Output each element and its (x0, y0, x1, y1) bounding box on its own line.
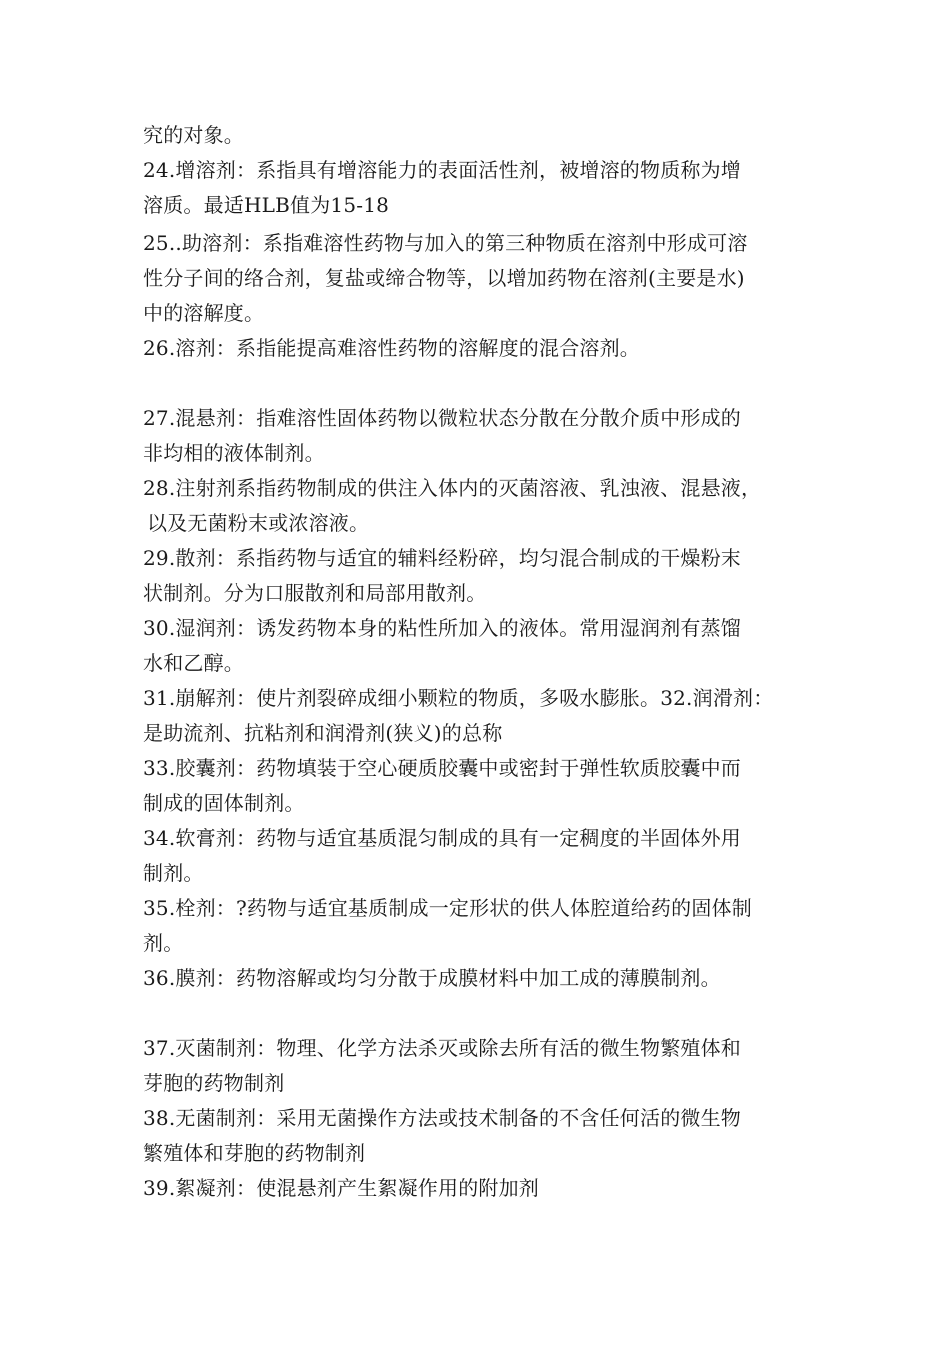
text-line: 剂。 (143, 931, 184, 955)
text-line: 性分子间的络合剂，复盐或缔合物等，以增加药物在溶剂(主要是水) (143, 266, 745, 290)
text-line: 28.注射剂系指药物制成的供注入体内的灭菌溶液、乳浊液、混悬液， (143, 476, 762, 500)
text-line: 37.灭菌制剂：物理、化学方法杀灭或除去所有活的微生物繁殖体和 (143, 1036, 742, 1060)
text-line: 究的对象。 (143, 123, 244, 147)
text-line: 芽胞的药物制剂 (143, 1071, 285, 1095)
text-line: 33.胶囊剂：药物填装于空心硬质胶囊中或密封于弹性软质胶囊中而 (143, 756, 742, 780)
text-line: 制剂。 (143, 861, 204, 885)
text-line: 38.无菌制剂：采用无菌操作方法或技术制备的不含任何活的微生物 (143, 1106, 742, 1130)
text-line: 制成的固体制剂。 (143, 791, 305, 815)
text-line: 状制剂。分为口服散剂和局部用散剂。 (143, 581, 487, 605)
text-line: 25..助溶剂：系指难溶性药物与加入的第三种物质在溶剂中形成可溶 (143, 231, 748, 255)
text-line: 30.湿润剂：诱发药物本身的粘性所加入的液体。常用湿润剂有蒸馏 (143, 616, 742, 640)
text-line: 24.增溶剂：系指具有增溶能力的表面活性剂，被增溶的物质称为增 (143, 158, 742, 182)
text-line: 29.散剂：系指药物与适宜的辅料经粉碎，均匀混合制成的干燥粉末 (143, 546, 742, 570)
text-line: 以及无菌粉末或浓溶液。 (147, 511, 370, 535)
text-line: 39.絮凝剂：使混悬剂产生絮凝作用的附加剂 (143, 1176, 540, 1200)
text-line: 非均相的液体制剂。 (143, 441, 325, 465)
text-line: 31.崩解剂：使片剂裂碎成细小颗粒的物质，多吸水膨胀。32.润滑剂： (143, 686, 774, 710)
text-line: 中的溶解度。 (143, 301, 265, 325)
text-line: 水和乙醇。 (143, 651, 244, 675)
text-line: 溶质。最适HLB值为15-18 (143, 193, 390, 217)
text-line: 26.溶剂：系指能提高难溶性药物的溶解度的混合溶剂。 (143, 336, 641, 360)
text-line: 27.混悬剂：指难溶性固体药物以微粒状态分散在分散介质中形成的 (143, 406, 742, 430)
text-line: 35.栓剂：?药物与适宜基质制成一定形状的供人体腔道给药的固体制 (143, 896, 752, 920)
text-line: 是助流剂、抗粘剂和润滑剂(狭义)的总称 (143, 721, 503, 745)
text-line: 34.软膏剂：药物与适宜基质混匀制成的具有一定稠度的半固体外用 (143, 826, 742, 850)
text-line: 36.膜剂：药物溶解或均匀分散于成膜材料中加工成的薄膜制剂。 (143, 966, 721, 990)
text-line: 繁殖体和芽胞的药物制剂 (143, 1141, 366, 1165)
